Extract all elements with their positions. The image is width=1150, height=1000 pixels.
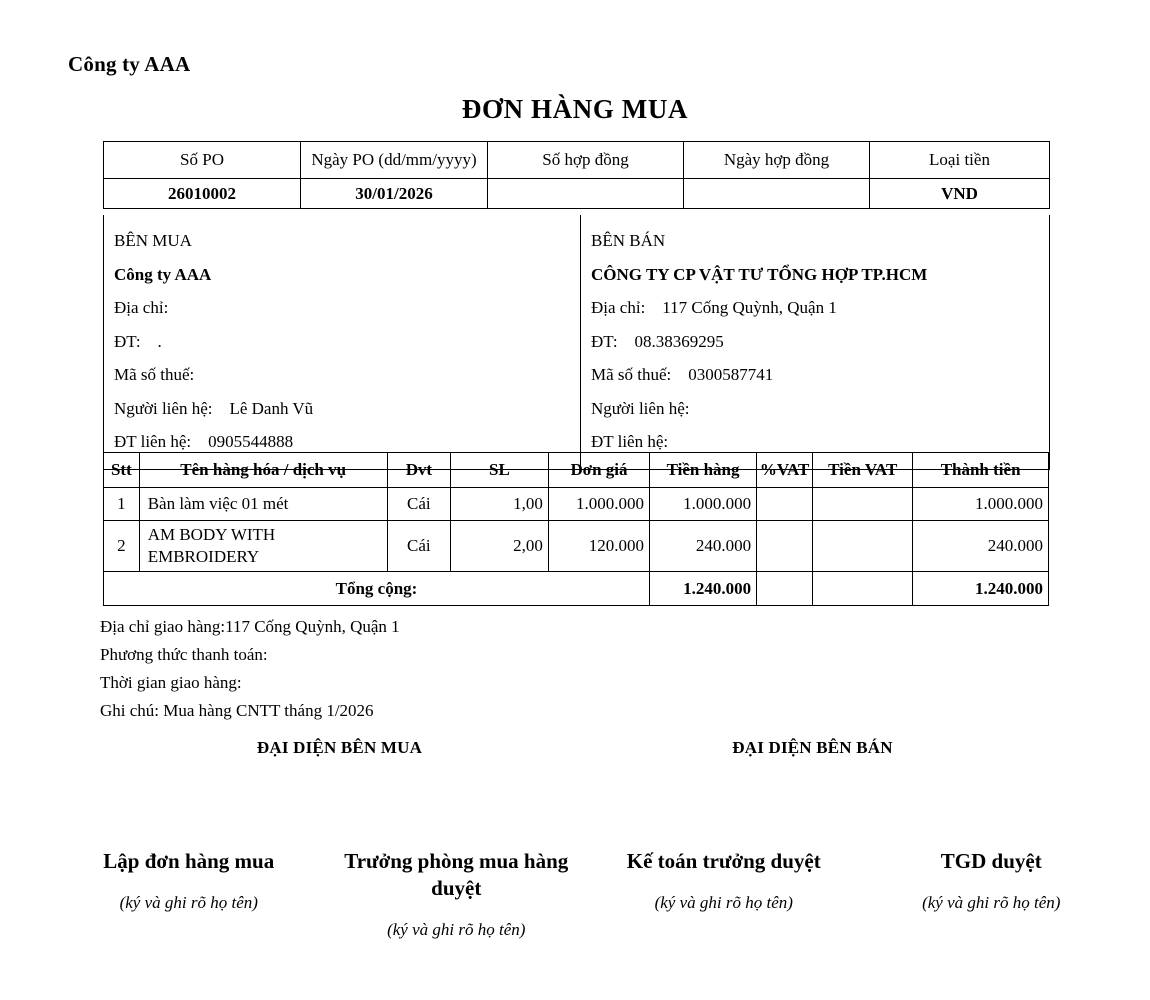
- signature-subtitle: (ký và ghi rõ họ tên): [119, 893, 258, 912]
- cell-qty: 2,00: [450, 521, 548, 572]
- note-delivery-time: Thời gian giao hàng:: [100, 673, 242, 692]
- col-header-ten-hang-hoa: Tên hàng hóa / dịch vụ: [139, 453, 387, 488]
- signature-block-general-director: [858, 848, 1126, 940]
- buyer-contact-phone: ĐT liên hệ: 0905544888: [114, 432, 294, 451]
- buyer-address: Địa chỉ:: [114, 298, 169, 317]
- po-value-so-hop-dong: [488, 179, 684, 209]
- signature-subtitle: (ký và ghi rõ họ tên): [654, 893, 793, 912]
- col-header-thanh-tien: Thành tiền: [913, 453, 1049, 488]
- buyer-phone: ĐT: .: [114, 331, 162, 351]
- seller-block: [581, 224, 1049, 459]
- cell-unit: Cái: [387, 521, 450, 572]
- seller-representative-label: ĐẠI DIỆN BÊN BÁN: [732, 738, 893, 757]
- po-info-table: [103, 141, 1050, 209]
- signature-title: Trưởng phòng mua hàng duyệt: [344, 849, 569, 900]
- cell-stt: 2: [104, 521, 140, 572]
- note-payment-method: Phương thức thanh toán:: [100, 645, 268, 664]
- po-header-ngay-hop-dong: Ngày hợp đồng: [684, 142, 870, 179]
- cell-total: 1.000.000: [913, 488, 1049, 521]
- po-value-ngay-po: 30/01/2026: [301, 179, 488, 209]
- seller-contact-phone: ĐT liên hệ:: [591, 432, 669, 451]
- po-header-so-hop-dong: Số hợp đồng: [488, 142, 684, 179]
- cell-item-name: AM BODY WITH EMBROIDERY: [147, 525, 276, 566]
- seller-contact-person: Người liên hệ:: [591, 398, 690, 418]
- signature-title: Kế toán trưởng duyệt: [626, 849, 821, 873]
- cell-vat-amount: [813, 521, 913, 572]
- cell-unit: Cái: [387, 488, 450, 521]
- cell-item-name: Bàn làm việc 01 mét: [139, 488, 387, 521]
- cell-amount: 1.000.000: [649, 488, 756, 521]
- seller-cell: [581, 215, 1050, 469]
- seller-phone: ĐT: 08.38369295: [591, 331, 724, 351]
- cell-unit-price: 1.000.000: [548, 488, 649, 521]
- note-delivery-address: Địa chỉ giao hàng:117 Cống Quỳnh, Quận 1: [100, 617, 400, 636]
- po-info-value-row: [104, 179, 1050, 209]
- table-row: [104, 488, 1049, 521]
- buyer-cell: [104, 215, 581, 469]
- signature-block-chief-accountant: [590, 848, 858, 940]
- po-info-header-row: [104, 142, 1050, 179]
- po-value-loai-tien: VND: [870, 179, 1050, 209]
- buyer-block: [104, 224, 580, 459]
- buyer-name: Công ty AAA: [114, 264, 212, 284]
- col-header-tien-vat: Tiền VAT: [813, 453, 913, 488]
- seller-address: Địa chỉ: 117 Cống Quỳnh, Quận 1: [591, 298, 837, 317]
- buyer-section-label: BÊN MUA: [114, 231, 192, 250]
- seller-name: CÔNG TY CP VẬT TƯ TỔNG HỢP TP.HCM: [591, 264, 928, 284]
- signature-block-purchasing-manager: [323, 848, 591, 940]
- seller-tax-code: Mã số thuế: 0300587741: [591, 365, 774, 384]
- cell-vat-percent: [757, 488, 813, 521]
- col-header-tien-hang: Tiền hàng: [649, 453, 756, 488]
- cell-qty: 1,00: [450, 488, 548, 521]
- line-items-table: [103, 452, 1049, 606]
- cell-unit-price: 120.000: [548, 521, 649, 572]
- total-label: Tổng cộng:: [104, 572, 650, 606]
- grand-total-row: [104, 572, 1049, 606]
- col-header-sl: SL: [450, 453, 548, 488]
- signature-subtitle: (ký và ghi rõ họ tên): [922, 893, 1061, 912]
- buyer-tax-code: Mã số thuế:: [114, 365, 195, 384]
- signature-title: TGD duyệt: [940, 849, 1042, 873]
- col-header-dvt: Đvt: [387, 453, 450, 488]
- cell-vat-amount: [813, 488, 913, 521]
- total-vat-amount: [813, 572, 913, 606]
- representatives-row: [103, 738, 1049, 758]
- total-vat-percent: [757, 572, 813, 606]
- signature-block-preparer: [55, 848, 323, 940]
- line-items-header-row: [104, 453, 1049, 488]
- total-amount: 1.240.000: [649, 572, 756, 606]
- signature-row: [55, 848, 1125, 940]
- col-header-vat-percent: %VAT: [757, 453, 813, 488]
- total-grand: 1.240.000: [913, 572, 1049, 606]
- po-header-so-po: Số PO: [104, 142, 301, 179]
- note-remark: Ghi chú: Mua hàng CNTT tháng 1/2026: [100, 701, 374, 720]
- company-header: Công ty AAA: [68, 52, 191, 76]
- col-header-don-gia: Đơn giá: [548, 453, 649, 488]
- table-row: [104, 521, 1049, 572]
- buyer-representative-label: ĐẠI DIỆN BÊN MUA: [256, 738, 423, 757]
- notes-section: [100, 613, 400, 725]
- col-header-stt: Stt: [104, 453, 140, 488]
- po-value-so-po: 26010002: [104, 179, 301, 209]
- po-header-loai-tien: Loại tiền: [870, 142, 1050, 179]
- po-header-ngay-po: Ngày PO (dd/mm/yyyy): [301, 142, 488, 179]
- parties-table: [103, 215, 1050, 470]
- signature-title: Lập đơn hàng mua: [103, 849, 275, 873]
- signature-subtitle: (ký và ghi rõ họ tên): [387, 920, 526, 939]
- cell-vat-percent: [757, 521, 813, 572]
- cell-total: 240.000: [913, 521, 1049, 572]
- parties-row: [104, 215, 1050, 469]
- buyer-contact-person: Người liên hệ: Lê Danh Vũ: [114, 398, 314, 418]
- cell-amount: 240.000: [649, 521, 756, 572]
- seller-section-label: BÊN BÁN: [591, 231, 666, 250]
- cell-stt: 1: [104, 488, 140, 521]
- page-title: ĐƠN HÀNG MUA: [461, 94, 689, 124]
- po-value-ngay-hop-dong: [684, 179, 870, 209]
